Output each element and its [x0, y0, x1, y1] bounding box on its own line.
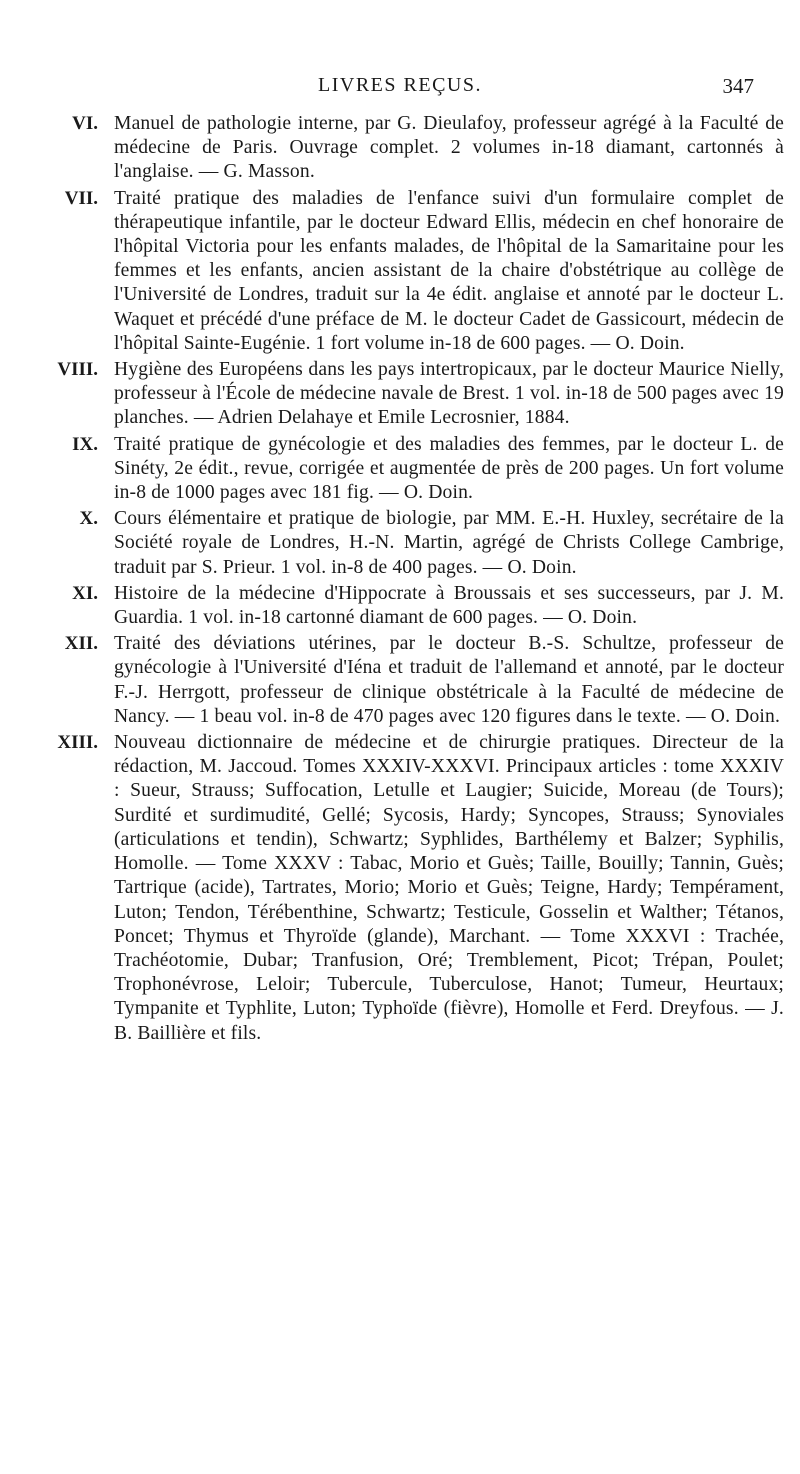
entry-text: Nouveau dictionnaire de médecine et de chirurgie pratiques. Directeur de la rédaction, M. Jaccoud. Tomes XXXIV-XXXVI. Principaux articles : tome XXXIV : Sueur, Strauss; Suffocation, Letulle et Laugier; Suicide, Moreau (de Tours); Surdité et surdimudité, Gellé; Sycosis, Hardy; Syncopes, Strauss; Synoviales (articulations et tendin), Schwartz; Syphlides, Barthélemy et Balzer; Syphilis, Homolle. — Tome XXXV : Tabac, Morio et Guès; Taille, Bouilly; Tannin, Guès; Tartrique (acide), Tartrates, Morio; Morio et Guès; Teigne, Hardy; Tempérament, Luton; Tendon, Térébenthine, Schwartz; Testicule, Gosselin et Walther; Tétanos, Poncet; Thymus et Thyroïde (glande), Marchant. — Tome XXXVI : Trachée, Trachéotomie, Dubar; Tranfusion, Oré; Tremblement, Picot; Trépan, Poulet; Trophonévrose, Leloir; Tubercule, Tuberculose, Hanot; Tumeur, Heurtaux; Tympanite et Typhlite, Luton; Typhoïde (fièvre), Homolle et Ferd. Dreyfous. — J. B. Baillière et fils. — [114, 732, 784, 1044]
book-entry-xiii — [0, 731, 800, 1046]
entry-numeral: X. — [79, 508, 98, 530]
entry-text: Histoire de la médecine d'Hippocrate à Broussais et ses successeurs, par J. M. Guardia. 1 vol. in-18 cartonné diamant de 600 pages. — O. Doin. — [114, 582, 784, 629]
running-head — [0, 74, 800, 104]
entry-numeral: VII. — [64, 187, 98, 209]
entry-text: Traité pratique de gynécologie et des maladies des femmes, par le docteur L. de Sinéty, 2e édit., revue, corrigée et augmentée de près de 200 pages. Un fort volume in-8 de 1000 pages avec 181 fig. — O. Doin. — [114, 433, 784, 504]
entry-text: Traité des déviations utérines, par le docteur B.-S. Schultze, professeur de gynécologie à l'Université d'Iéna et traduit de l'allemand et annoté, par le docteur F.-J. Herrgott, professeur de clinique obstétricale à la Faculté de médecine de Nancy. — 1 beau vol. in-8 de 470 pages avec 120 figures dans le texte. — O. Doin. — [114, 633, 784, 727]
book-entry-viii — [0, 358, 800, 431]
entry-numeral: VI. — [72, 113, 98, 134]
book-list — [0, 112, 800, 1048]
book-entry-vii — [0, 187, 800, 356]
page-number: 347 — [722, 74, 754, 98]
entry-numeral: XIII. — [57, 732, 98, 754]
running-title: LIVRES REÇUS. — [318, 74, 482, 96]
entry-text: Cours élémentaire et pratique de biologie, par MM. E.-H. Huxley, secrétaire de la Société royale de Londres, H.-N. Martin, agrégé de Christs College Cambrige, traduit par S. Prieur. 1 vol. in-8 de 400 pages. — O. Doin. — [114, 508, 784, 578]
entry-numeral: XI. — [72, 582, 98, 604]
entry-text: Traité pratique des maladies de l'enfance suivi d'un formulaire complet de thérapeutique infantile, par le docteur Edward Ellis, médecin en chef honoraire de l'hôpital Victoria pour les enfants malades, de l'hôpital de la Samaritaine pour les femmes et les enfants, ancien assistant de la chaire d'obstétrique au collège de l'Université de Londres, traduit sur la 4e édit. anglaise et annoté par le docteur L. Waquet et précédé d'une préface de M. le docteur Cadet de Gassicourt, médecin de l'hôpital Sainte-Eugénie. 1 fort volume in-18 de 600 pages. — O. Doin. — [114, 187, 784, 354]
entry-numeral: XII. — [64, 633, 98, 655]
entry-numeral: IX. — [72, 433, 98, 455]
book-entry-xii — [0, 632, 800, 729]
entry-text: Hygiène des Européens dans les pays intertropicaux, par le docteur Maurice Nielly, professeur à l'École de médecine navale de Brest. 1 vol. in-18 de 500 pages avec 19 planches. — Adrien Delahaye et Emile Lecrosnier, 1884. — [114, 359, 784, 429]
book-entry-ix — [0, 433, 800, 506]
entry-text: Manuel de pathologie interne, par G. Dieulafoy, professeur agrégé à la Faculté de médecine de Paris. Ouvrage complet. 2 volumes in-18 diamant, cartonnés à l'anglaise. — G. Masson. — [114, 113, 784, 183]
book-entry-vi — [0, 112, 800, 185]
book-entry-xi — [0, 582, 800, 630]
book-entry-x — [0, 507, 800, 580]
entry-numeral: VIII. — [57, 359, 98, 381]
